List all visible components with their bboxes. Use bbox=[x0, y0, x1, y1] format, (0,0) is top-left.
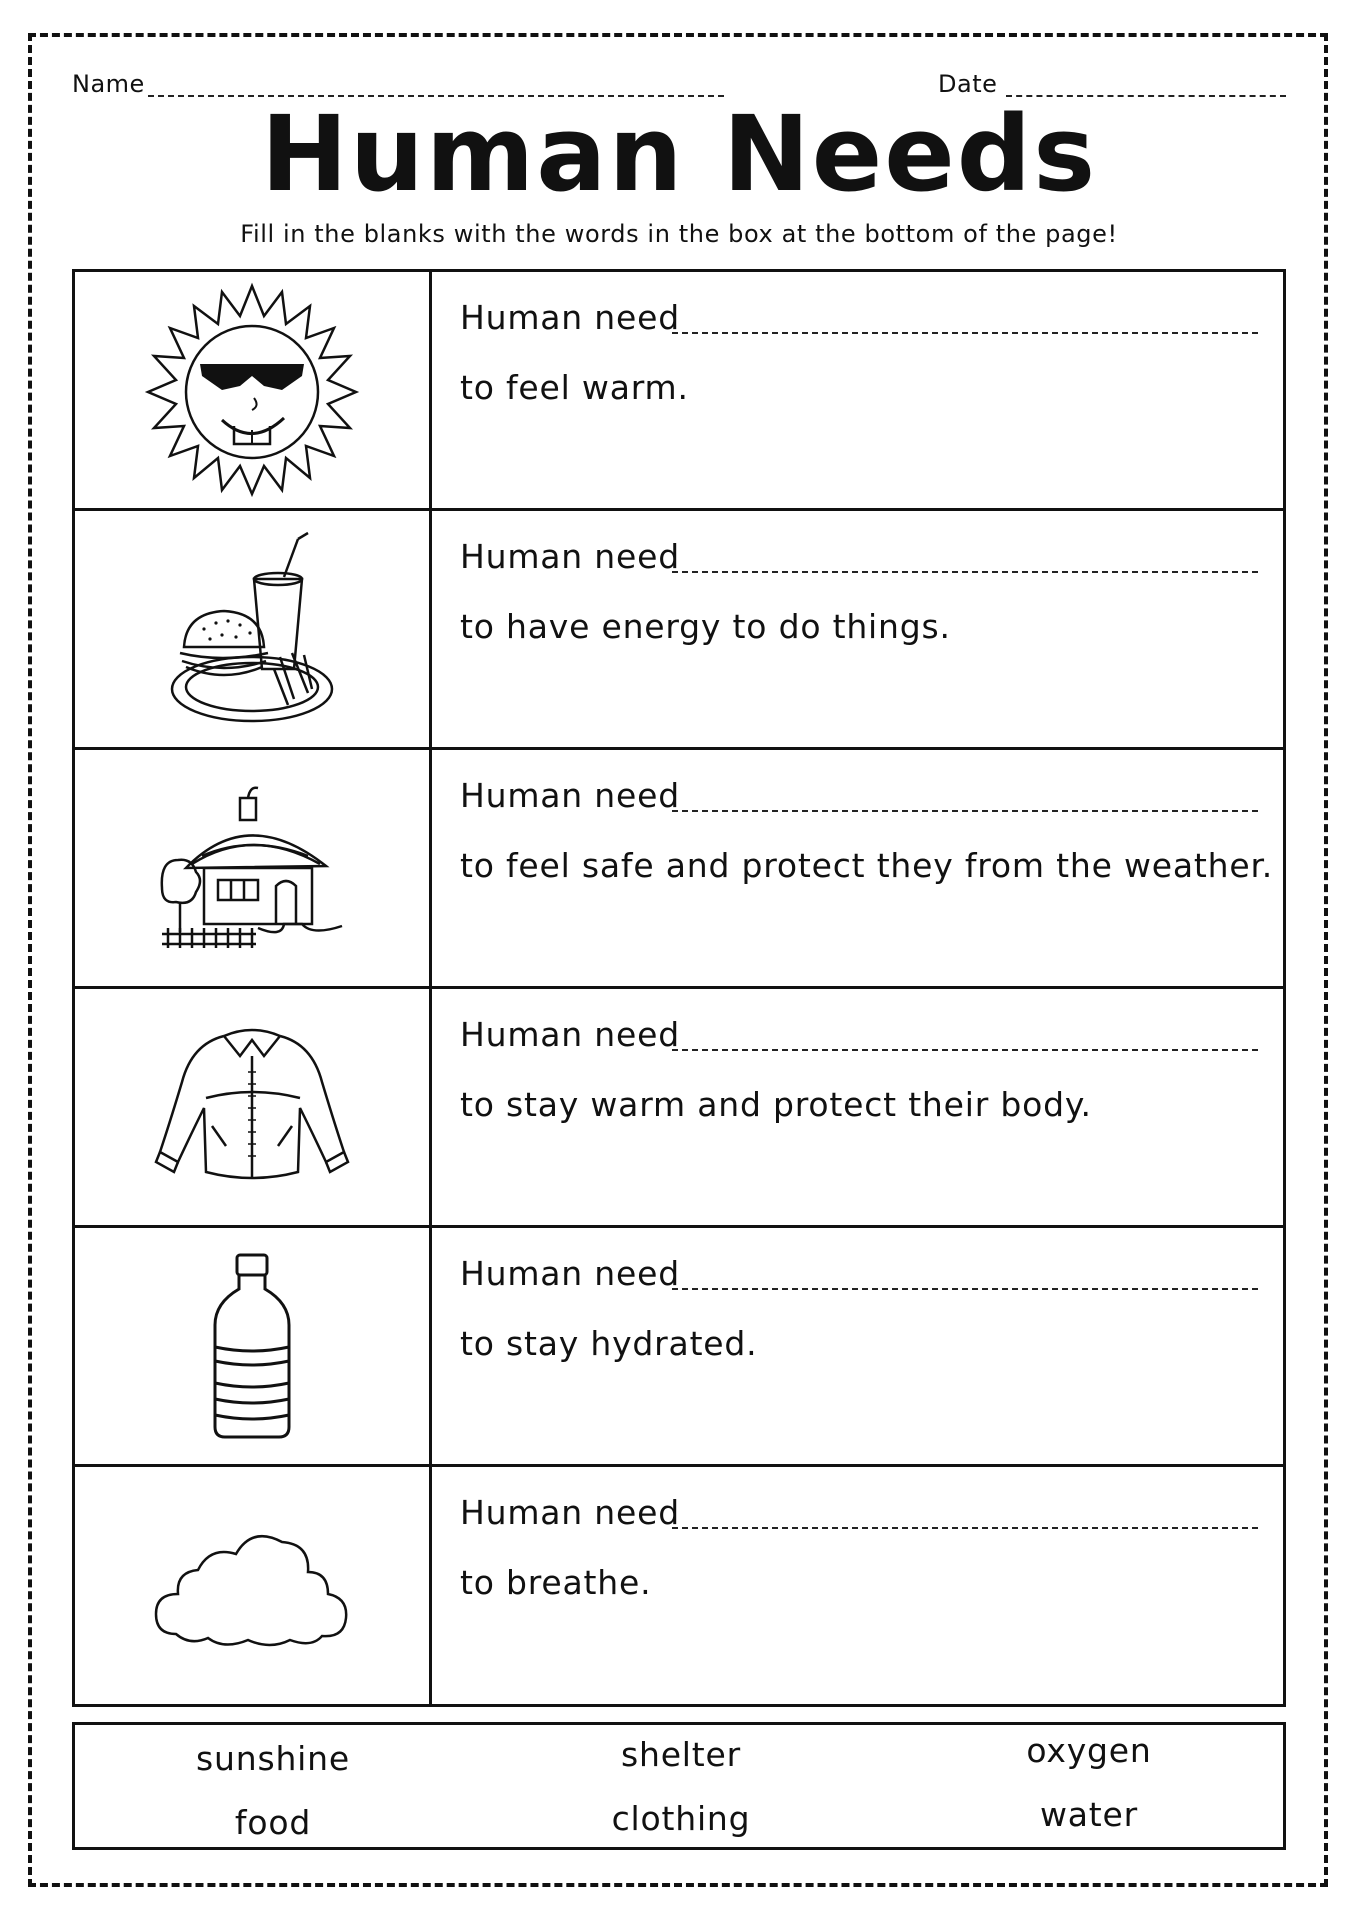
sentence-text: to have energy to do things. bbox=[460, 607, 951, 646]
picture-cell bbox=[75, 750, 432, 986]
answer-blank[interactable] bbox=[672, 1049, 1258, 1051]
table-row bbox=[75, 511, 1283, 750]
answer-blank[interactable] bbox=[672, 810, 1258, 812]
word-bank-item: food bbox=[234, 1803, 312, 1842]
prompt-cell bbox=[432, 750, 1283, 986]
word-bank-item: shelter bbox=[621, 1735, 741, 1774]
prompt-label: Human need bbox=[460, 1254, 680, 1293]
prompt-cell bbox=[432, 272, 1283, 508]
word-bank bbox=[72, 1722, 1286, 1850]
word-bank-item: sunshine bbox=[196, 1739, 350, 1778]
water-bottle-icon bbox=[207, 1251, 297, 1441]
word-bank-item: water bbox=[1039, 1795, 1139, 1834]
cloud-icon bbox=[152, 1522, 352, 1652]
picture-cell bbox=[75, 1228, 432, 1464]
worksheet-table bbox=[72, 269, 1286, 1707]
prompt-label: Human need bbox=[460, 537, 680, 576]
prompt-cell bbox=[432, 989, 1283, 1225]
answer-blank[interactable] bbox=[672, 332, 1258, 334]
table-row bbox=[75, 272, 1283, 511]
picture-cell bbox=[75, 511, 432, 747]
table-row bbox=[75, 750, 1283, 989]
prompt-label: Human need bbox=[460, 1015, 680, 1054]
word-bank-item: oxygen bbox=[1026, 1731, 1152, 1770]
table-row bbox=[75, 1228, 1283, 1467]
prompt-label: Human need bbox=[460, 298, 680, 337]
picture-cell bbox=[75, 1467, 432, 1706]
sentence-text: to stay warm and protect their body. bbox=[460, 1085, 1092, 1124]
sun-with-sunglasses-icon bbox=[142, 280, 362, 500]
page-title: Human Needs bbox=[260, 93, 1098, 215]
prompt-label: Human need bbox=[460, 1493, 680, 1532]
prompt-cell bbox=[432, 1228, 1283, 1464]
table-row bbox=[75, 1467, 1283, 1706]
prompt-cell bbox=[432, 1467, 1283, 1706]
sentence-text: to stay hydrated. bbox=[460, 1324, 758, 1363]
burger-drink-fries-icon bbox=[162, 529, 342, 729]
sentence-text: to feel safe and protect they from the weather. bbox=[460, 846, 1274, 885]
table-row bbox=[75, 989, 1283, 1228]
picture-cell bbox=[75, 272, 432, 508]
prompt-label: Human need bbox=[460, 776, 680, 815]
date-label: Date bbox=[938, 70, 998, 98]
instructions: Fill in the blanks with the words in the box at the bottom of the page! bbox=[240, 220, 1118, 248]
answer-blank[interactable] bbox=[672, 1527, 1258, 1529]
house-icon bbox=[152, 768, 352, 968]
answer-blank[interactable] bbox=[672, 571, 1258, 573]
prompt-cell bbox=[432, 511, 1283, 747]
answer-blank[interactable] bbox=[672, 1288, 1258, 1290]
jacket-icon bbox=[152, 1022, 352, 1192]
picture-cell bbox=[75, 989, 432, 1225]
word-bank-item: clothing bbox=[611, 1799, 751, 1838]
sentence-text: to feel warm. bbox=[460, 368, 689, 407]
name-label: Name bbox=[72, 70, 145, 98]
sentence-text: to breathe. bbox=[460, 1563, 652, 1602]
